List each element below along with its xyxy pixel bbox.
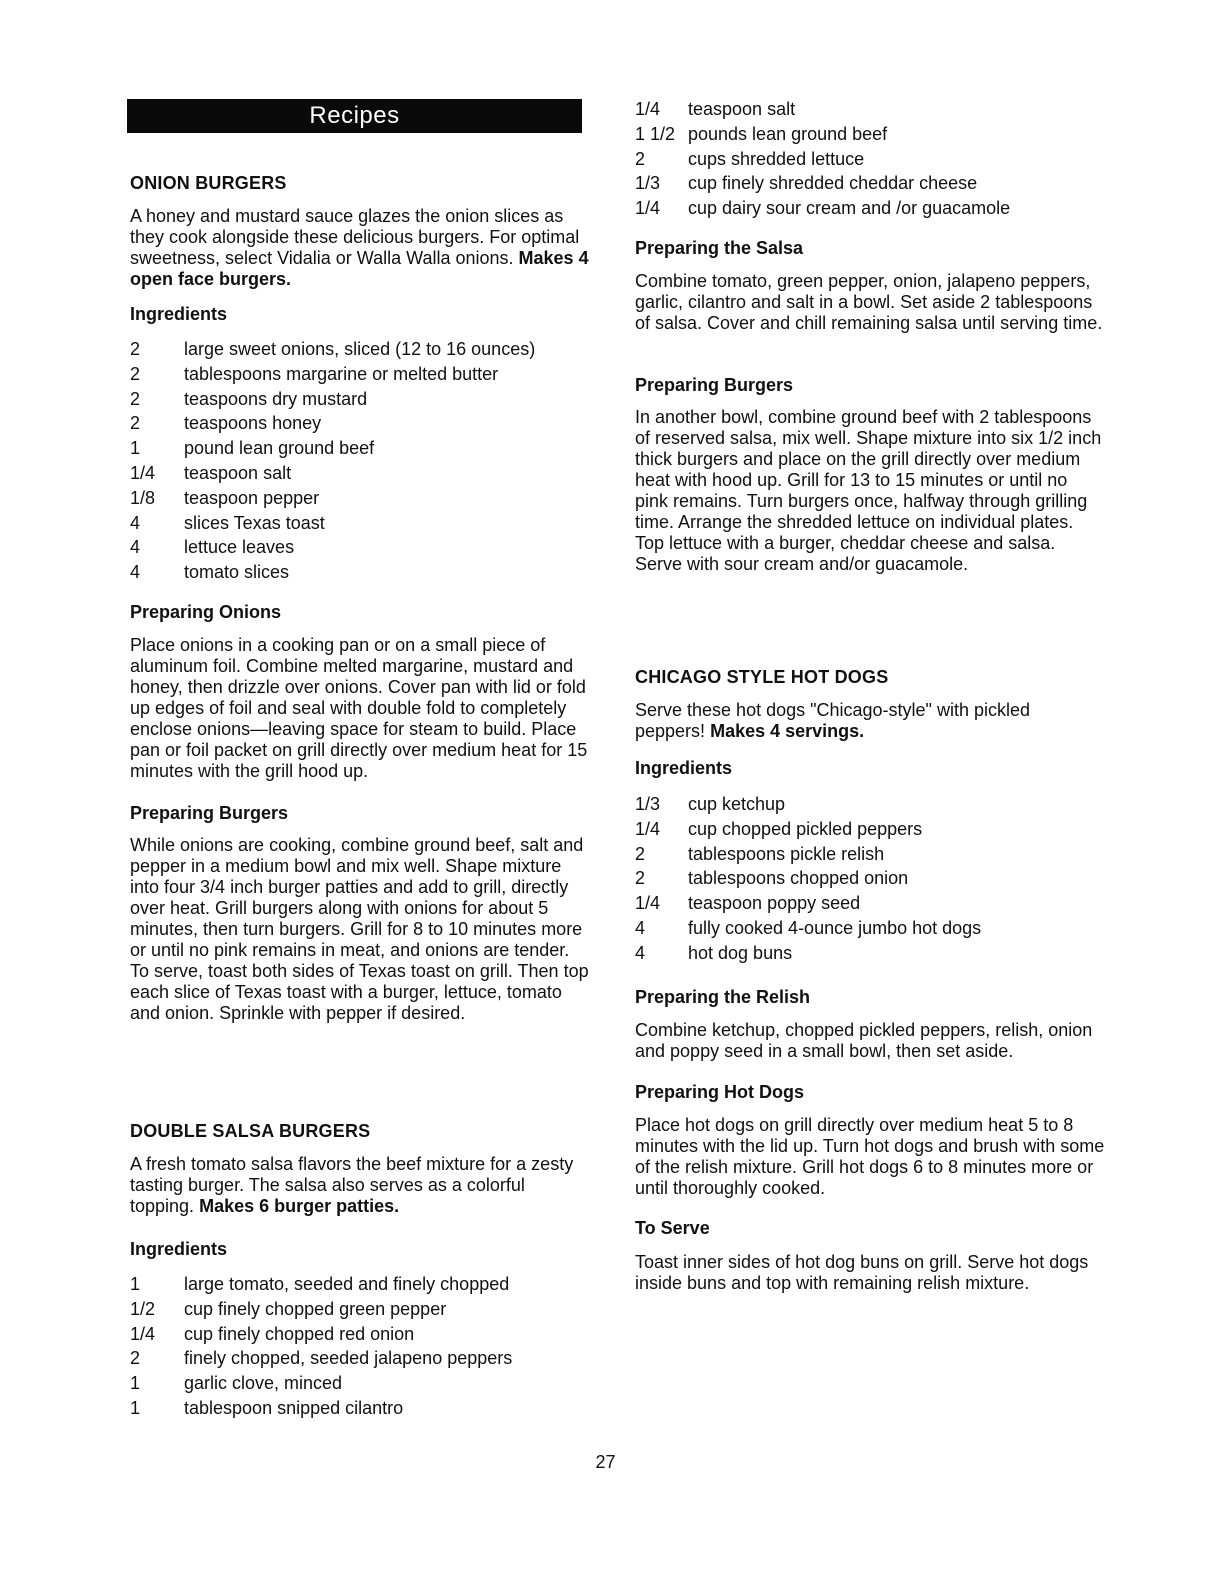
ingredient-name: cup ketchup [688, 794, 786, 814]
ingredient-name: large tomato, seeded and finely chopped [184, 1274, 510, 1294]
ingredient-row [635, 844, 1105, 869]
ingredient-quantity: 1 [130, 1397, 141, 1418]
ingredients-heading: Ingredients [130, 1239, 228, 1259]
ingredient-name: garlic clove, minced [184, 1373, 343, 1394]
ingredient-name: teaspoons dry mustard [184, 388, 368, 409]
ingredient-row [130, 463, 590, 488]
ingredient-row [130, 1373, 590, 1398]
ingredient-name: hot dog buns [688, 942, 793, 963]
preparing-salsa-text: Combine tomato, green pepper, onion, jalapeno peppers, garlic, cilantro and salt in a bowl. Set aside 2 tablespoons of salsa. Cover and chill remaining salsa until serving time. [635, 271, 1103, 333]
ingredient-row [130, 1274, 590, 1299]
ingredient-name: large sweet onions, sliced (12 to 16 ounces) [184, 339, 536, 359]
page-number: 27 [595, 1452, 616, 1472]
intro-text: A fresh tomato salsa flavors the beef mixture for a zesty tasting burger. The salsa also serves as a colorful topping. [130, 1154, 574, 1216]
ingredient-row [130, 537, 590, 562]
ingredient-row [130, 1398, 590, 1423]
ingredient-quantity: 1 [130, 1373, 141, 1394]
ingredient-quantity: 1/4 [635, 818, 661, 839]
ingredient-quantity: 1/4 [635, 99, 661, 119]
onion-burgers-ingredient-list [130, 339, 590, 587]
ingredient-row [635, 173, 1105, 198]
preparing-relish-text: Combine ketchup, chopped pickled peppers, relish, onion and poppy seed in a small bowl, then set aside. [635, 1020, 1093, 1061]
ingredient-row [130, 1324, 590, 1349]
intro-text: A honey and mustard sauce glazes the onion slices as they cook alongside these delicious burgers. For optimal sweetness, select Vidalia or Walla Walla onions. [130, 206, 580, 268]
ingredient-row [130, 413, 590, 438]
ingredient-quantity: 4 [130, 512, 141, 533]
ingredient-row [130, 364, 590, 389]
ingredient-row [635, 943, 1105, 968]
ingredient-name: teaspoon poppy seed [688, 893, 861, 914]
ingredient-row [130, 389, 590, 414]
ingredient-quantity: 2 [635, 843, 646, 864]
ingredient-name: tablespoon snipped cilantro [184, 1397, 404, 1418]
ingredient-row [130, 513, 590, 538]
ingredient-row [130, 1348, 590, 1373]
ingredient-quantity: 2 [635, 868, 646, 889]
ingredient-name: cups shredded lettuce [688, 148, 865, 169]
to-serve-text: Toast inner sides of hot dog buns on grill. Serve hot dogs inside buns and top with remaining relish mixture. [635, 1252, 1089, 1293]
ingredient-name: tablespoons chopped onion [688, 868, 909, 889]
preparing-salsa-heading: Preparing the Salsa [635, 238, 804, 258]
ingredient-quantity: 1/4 [130, 462, 156, 483]
ingredient-name: tomato slices [184, 562, 290, 583]
ingredient-name: cup dairy sour cream and /or guacamole [688, 198, 1011, 219]
recipe-title-chicago-hot-dogs: CHICAGO STYLE HOT DOGS [635, 667, 889, 687]
ingredient-name: teaspoon pepper [184, 487, 320, 508]
preparing-hot-dogs-heading: Preparing Hot Dogs [635, 1082, 805, 1102]
ingredient-quantity: 1/2 [130, 1298, 156, 1319]
recipe-title-onion-burgers: ONION BURGERS [130, 173, 287, 193]
preparing-hot-dogs-text: Place hot dogs on grill directly over medium heat 5 to 8 minutes with the lid up. Turn hot dogs and brush with some of the relish mixture. Grill hot dogs 6 to 8 minutes more or until thoroughly cooked. [635, 1115, 1105, 1198]
yield-text: Makes 6 burger patties. [199, 1196, 400, 1216]
ingredient-name: pounds lean ground beef [688, 123, 888, 144]
ingredient-row [635, 198, 1105, 223]
ingredients-heading: Ingredients [635, 758, 733, 778]
ingredient-quantity: 4 [635, 917, 646, 938]
ingredient-quantity: 1 [130, 438, 141, 459]
ingredient-row [635, 868, 1105, 893]
preparing-burgers-heading: Preparing Burgers [130, 803, 289, 823]
double-salsa-intro [130, 1154, 590, 1217]
ingredient-quantity: 1/4 [130, 1323, 156, 1344]
recipe-title-double-salsa-burgers: DOUBLE SALSA BURGERS [130, 1121, 371, 1141]
ingredient-name: teaspoons honey [184, 413, 322, 434]
preparing-relish-heading: Preparing the Relish [635, 987, 811, 1007]
ingredient-name: teaspoon salt [688, 99, 796, 119]
double-salsa-ingredient-list-continued [635, 99, 1105, 223]
ingredient-name: lettuce leaves [184, 537, 295, 558]
ingredient-row [130, 562, 590, 587]
preparing-burgers-text: In another bowl, combine ground beef with 2 tablespoons of reserved salsa, mix well. Shape mixture into six 1/2 inch thick burgers and place on the grill directly over medium heat with hood up. Grill for 13 to 15 minutes or until no pink remains. Turn burgers once, halfway through grilling time. Arrange the shredded lettuce on individual plates. Top lettuce with a burger, cheddar cheese and salsa. Serve with sour cream and/or guacamole. [635, 407, 1102, 574]
ingredient-quantity: 1/3 [635, 794, 661, 814]
ingredient-row [130, 1299, 590, 1324]
ingredient-quantity: 2 [635, 148, 646, 169]
ingredient-name: finely chopped, seeded jalapeno peppers [184, 1348, 513, 1369]
preparing-burgers-text: While onions are cooking, combine ground beef, salt and pepper in a medium bowl and mix well. Shape mixture into four 3/4 inch burger patties and add to grill, directly over heat. Grill burgers along with onions for about 5 minutes, then turn burgers. Grill for 8 to 10 minutes more or until no pink remains in meat, and onions are tender. To serve, toast both sides of Texas toast on grill. Then top each slice of Texas toast with a burger, lettuce, tomato and onion. Sprinkle with pepper if desired. [130, 835, 589, 1023]
preparing-onions-text: Place onions in a cooking pan or on a small piece of aluminum foil. Combine melted margarine, mustard and honey, then drizzle over onions. Cover pan with lid or fold up edges of foil and seal with double fold to completely enclose onions—leaving space for steam to build. Place pan or foil packet on grill directly over medium heat for 15 minutes with the grill hood up. [130, 635, 588, 781]
ingredient-row [130, 339, 590, 364]
ingredient-quantity: 2 [130, 1348, 141, 1369]
double-salsa-ingredient-list [130, 1274, 590, 1423]
ingredient-row [635, 124, 1105, 149]
ingredient-quantity: 1/4 [635, 893, 661, 914]
ingredient-quantity: 4 [635, 942, 646, 963]
yield-text: Makes 4 open face burgers. [130, 248, 589, 289]
ingredient-quantity: 1/4 [635, 198, 661, 219]
ingredient-row [635, 918, 1105, 943]
to-serve-heading: To Serve [635, 1218, 710, 1238]
yield-text: Makes 4 servings. [710, 721, 865, 741]
ingredient-quantity: 1 1/2 [635, 123, 676, 144]
ingredient-name: cup finely shredded cheddar cheese [688, 173, 978, 194]
ingredient-row [130, 438, 590, 463]
ingredient-quantity: 2 [130, 339, 141, 359]
ingredient-row [635, 819, 1105, 844]
hot-dogs-ingredient-list [635, 794, 1105, 968]
ingredient-quantity: 2 [130, 363, 141, 384]
recipes-banner: Recipes [127, 99, 582, 133]
ingredient-row [130, 488, 590, 513]
ingredient-row [635, 99, 1105, 124]
ingredient-row [635, 794, 1105, 819]
ingredient-quantity: 1/8 [130, 487, 156, 508]
ingredient-name: fully cooked 4-ounce jumbo hot dogs [688, 917, 982, 938]
ingredient-row [635, 893, 1105, 918]
ingredient-name: pound lean ground beef [184, 438, 375, 459]
ingredient-quantity: 2 [130, 388, 141, 409]
ingredient-name: cup chopped pickled peppers [688, 818, 923, 839]
onion-burgers-intro [130, 206, 590, 290]
preparing-onions-heading: Preparing Onions [130, 602, 282, 622]
ingredient-quantity: 4 [130, 562, 141, 583]
ingredient-quantity: 1 [130, 1274, 141, 1294]
ingredient-quantity: 2 [130, 413, 141, 434]
ingredient-row [635, 149, 1105, 174]
ingredient-name: teaspoon salt [184, 462, 292, 483]
ingredient-name: cup finely chopped red onion [184, 1323, 415, 1344]
ingredient-quantity: 1/3 [635, 173, 661, 194]
hot-dogs-intro [635, 700, 1105, 742]
ingredient-quantity: 4 [130, 537, 141, 558]
preparing-burgers-heading: Preparing Burgers [635, 375, 794, 395]
ingredient-name: tablespoons margarine or melted butter [184, 363, 499, 384]
ingredient-name: cup finely chopped green pepper [184, 1298, 447, 1319]
ingredient-name: tablespoons pickle relish [688, 843, 885, 864]
ingredients-heading: Ingredients [130, 304, 228, 324]
intro-text: Serve these hot dogs "Chicago-style" with pickled peppers! [635, 700, 1030, 741]
ingredient-name: slices Texas toast [184, 512, 325, 533]
